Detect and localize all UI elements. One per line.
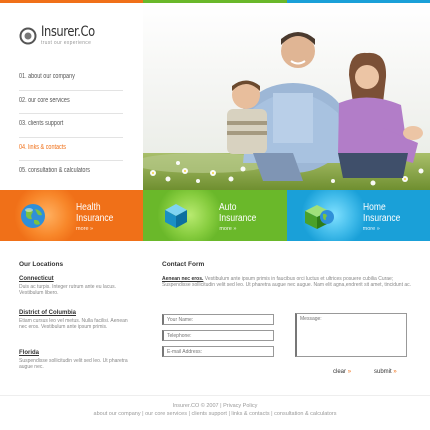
arrow-right-icon: » [393,369,397,375]
location-text: Suspendisse sollicitudin velit sed leo. Ut pharetra augue nec. [19,358,128,370]
nav-item-consultation[interactable]: 05. consultation & calculators [19,167,91,174]
nav-item-services[interactable]: 02. our core services [19,91,123,115]
telephone-field[interactable] [162,330,274,341]
location-name-link[interactable]: Connecticut [19,276,54,282]
banner-auto-title: Auto Insurance [219,202,257,224]
contact-lead: Aenean nec eros. [162,276,204,282]
footer-copyright: Insurer.CO © 2007 | Privacy Policy [172,403,258,409]
location-text: Duis ac turpis. Integer rutrum ante eu lacus. Vestibulum libero. [19,284,116,296]
clear-button[interactable] [333,369,351,375]
locations-title: Our Locations [19,261,64,268]
nav-item-support[interactable]: 03. clients support [19,114,123,138]
contact-intro [162,276,412,288]
clear-label: clear [333,369,347,375]
brand-tagline: trust our experience [41,40,92,46]
nav-item-about[interactable]: 01. about our company [19,67,123,91]
location-item [19,276,131,296]
banner-auto-insurance[interactable] [143,190,286,241]
submit-label: submit [374,369,392,375]
globe-icon [18,201,48,231]
name-field[interactable] [162,314,274,325]
logo-ring-icon [19,27,37,45]
footer-links[interactable]: about our company | our core services | clients support | links & contacts | consultation & calculators [93,411,337,417]
nav-item-links[interactable]: 04. links & contacts [19,138,123,162]
globe-cube-icon [305,201,335,231]
submit-button[interactable] [374,369,397,375]
location-text: Etiam cursus leo vel metus. Nulla facilisi. Aenean nec eros. Vestibulum ante ipsum primis. [19,318,128,330]
cube-icon [161,201,191,231]
location-name-link[interactable]: Florida [19,350,40,356]
email-field[interactable] [162,346,274,357]
main-nav [19,67,123,185]
banner-home-more-link[interactable]: more » [362,226,380,232]
banner-home-title: Home Insurance [362,202,400,224]
message-field[interactable] [295,313,407,357]
top-bar-orange [0,0,143,3]
arrow-right-icon: » [347,369,352,375]
banner-health-title: Health Insurance [76,202,114,224]
contact-body: Vestibulum ante ipsum primis in faucibus orci luctus et ultrices posuere cubilia Curae; Suspendisse sollicitudin velit sed leo. Ut pharetra augue nec augue. Nam elit agna,endrerit sit amet, tincidunt ac. [162,276,412,288]
location-name-link[interactable]: District of Columbia [19,310,77,316]
brand-name: Insurer.Co [41,24,95,40]
banner-auto-more-link[interactable]: more » [219,226,237,232]
family-photo [143,3,430,190]
location-item [19,350,131,370]
insurance-banners [0,190,430,241]
banner-health-more-link[interactable]: more » [76,226,94,232]
brand-logo[interactable] [19,25,107,46]
banner-health-insurance[interactable] [0,190,143,241]
location-item [19,310,131,330]
footer-divider [0,395,430,396]
contact-form-title: Contact Form [162,261,205,268]
banner-home-insurance[interactable] [287,190,430,241]
